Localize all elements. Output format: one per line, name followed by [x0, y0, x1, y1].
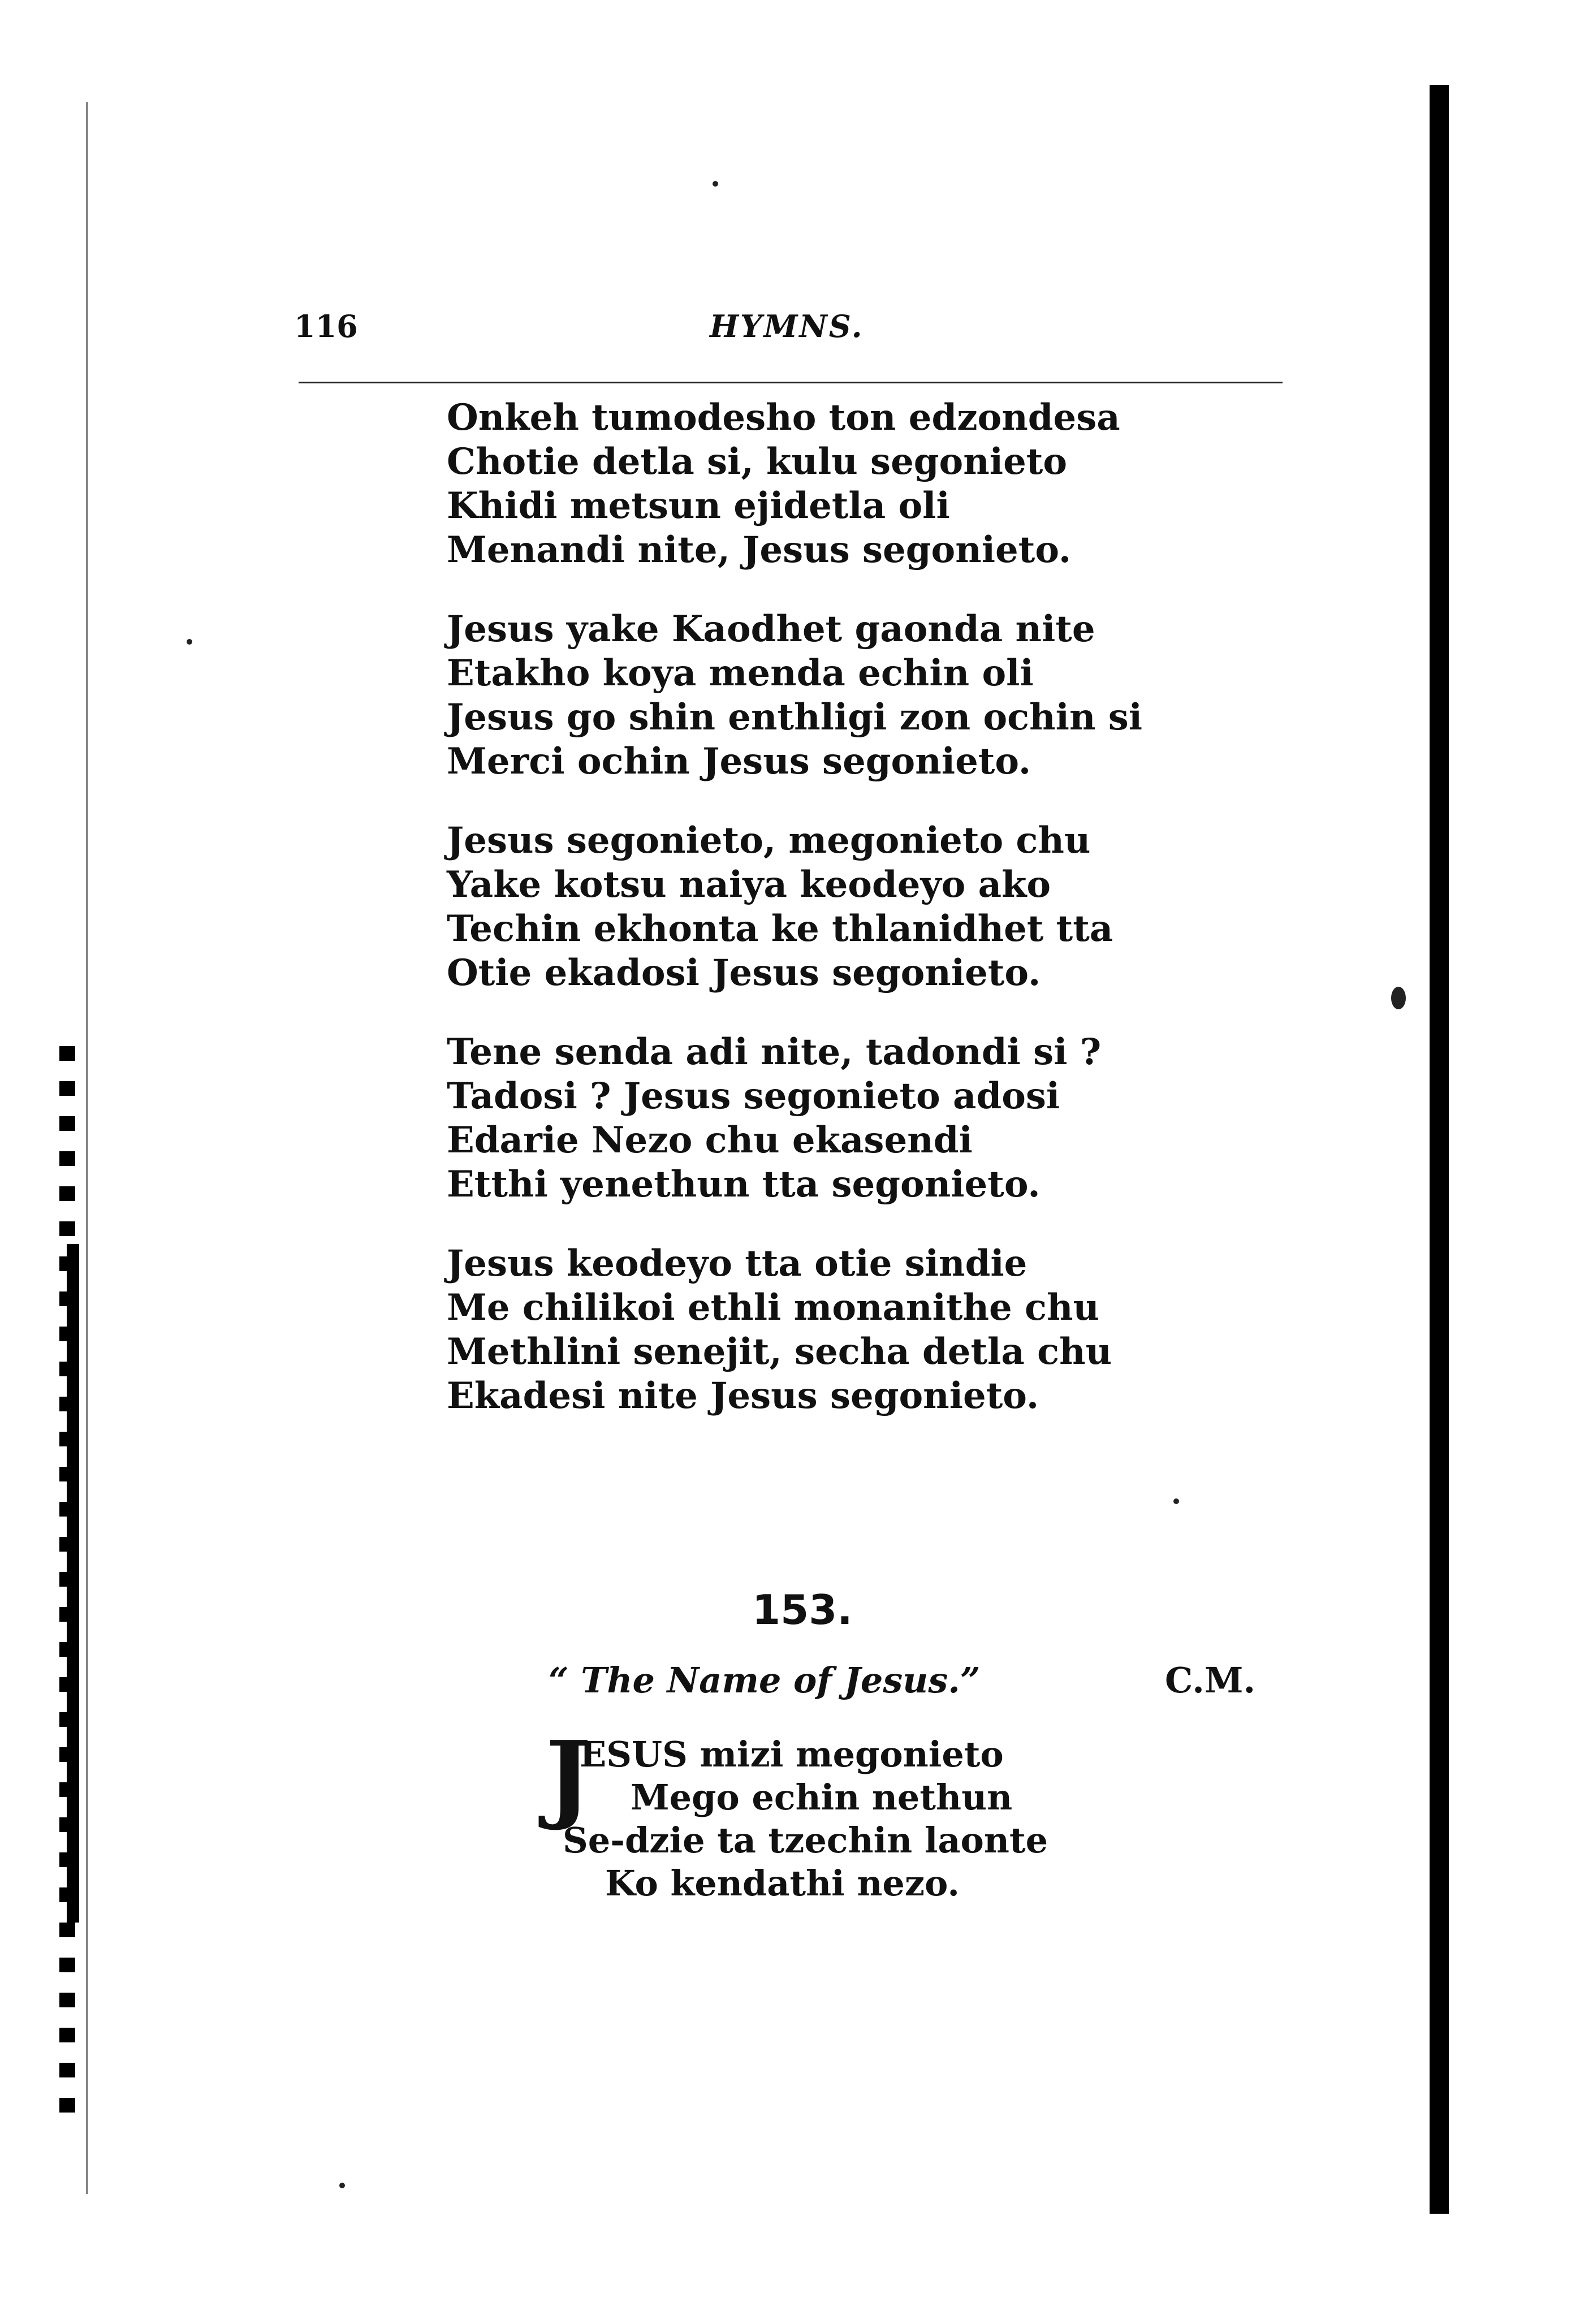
- running-title: HYMNS.: [710, 308, 864, 344]
- verse: [447, 1030, 1238, 1207]
- hymn-line: Ko kendathi nezo.: [605, 1863, 960, 1904]
- hymn-line: Mego echin nethun: [631, 1777, 1013, 1818]
- verse-line: Techin ekhonta ke thlanidhet tta: [447, 908, 1113, 950]
- hymn-number: 153.: [752, 1586, 853, 1634]
- drop-cap: J: [546, 1720, 592, 1833]
- verse-line: Ekadesi nite Jesus segonieto.: [447, 1375, 1039, 1417]
- hymn-meter: C.M.: [1165, 1660, 1256, 1701]
- hymn-title: “ The Name of Jesus.”: [549, 1660, 981, 1701]
- verse-line: Me chilikoi ethli monanithe chu: [447, 1286, 1099, 1329]
- verse: [447, 607, 1238, 784]
- verse-line: Chotie detla si, kulu segonieto: [447, 440, 1068, 483]
- verse-line: Jesus yake Kaodhet gaonda nite: [447, 608, 1095, 650]
- verse-line: Otie ekadosi Jesus segonieto.: [447, 952, 1041, 994]
- verse-line: Tadosi ? Jesus segonieto adosi: [447, 1075, 1060, 1117]
- verse: [447, 819, 1238, 995]
- verse-line: Etthi yenethun tta segonieto.: [447, 1163, 1041, 1206]
- hymn-verses: [447, 396, 1238, 1453]
- hymn-line: ESUS mizi megonieto: [580, 1734, 1004, 1775]
- scan-speck: [339, 2183, 345, 2188]
- verse-line: Menandi nite, Jesus segonieto.: [447, 529, 1072, 571]
- verse-line: Jesus keodeyo tta otie sindie: [447, 1242, 1028, 1285]
- ink-blot: [1391, 987, 1406, 1009]
- page-number: 116: [294, 308, 358, 344]
- verse-line: Khidi metsun ejidetla oli: [447, 485, 950, 527]
- verse-line: Merci ochin Jesus segonieto.: [447, 740, 1031, 783]
- verse: [447, 396, 1238, 572]
- scan-speck: [1173, 1498, 1179, 1504]
- verse-line: Tene senda adi nite, tadondi si ?: [447, 1031, 1102, 1073]
- scan-left-edge: [86, 102, 88, 2194]
- verse: [447, 1242, 1238, 1418]
- scan-speck: [713, 181, 718, 187]
- page-header: [294, 308, 1284, 353]
- hymn-line: Se-dzie ta tzechin laonte: [563, 1820, 1048, 1861]
- header-rule: [299, 382, 1283, 383]
- verse-line: Onkeh tumodesho ton edzondesa: [447, 396, 1120, 439]
- verse-line: Etakho koya menda echin oli: [447, 652, 1034, 694]
- scan-right-edge: [1430, 85, 1449, 2214]
- scan-speck: [187, 639, 192, 645]
- verse-line: Yake kotsu naiya keodeyo ako: [447, 863, 1051, 906]
- scan-left-binding: [67, 1244, 79, 1923]
- hymn-first-verse: [546, 1720, 1055, 1925]
- verse-line: Jesus go shin enthligi zon ochin si: [447, 696, 1143, 738]
- verse-line: Jesus segonieto, megonieto chu: [447, 819, 1091, 862]
- verse-line: Edarie Nezo chu ekasendi: [447, 1119, 973, 1161]
- verse-line: Methlini senejit, secha detla chu: [447, 1331, 1112, 1373]
